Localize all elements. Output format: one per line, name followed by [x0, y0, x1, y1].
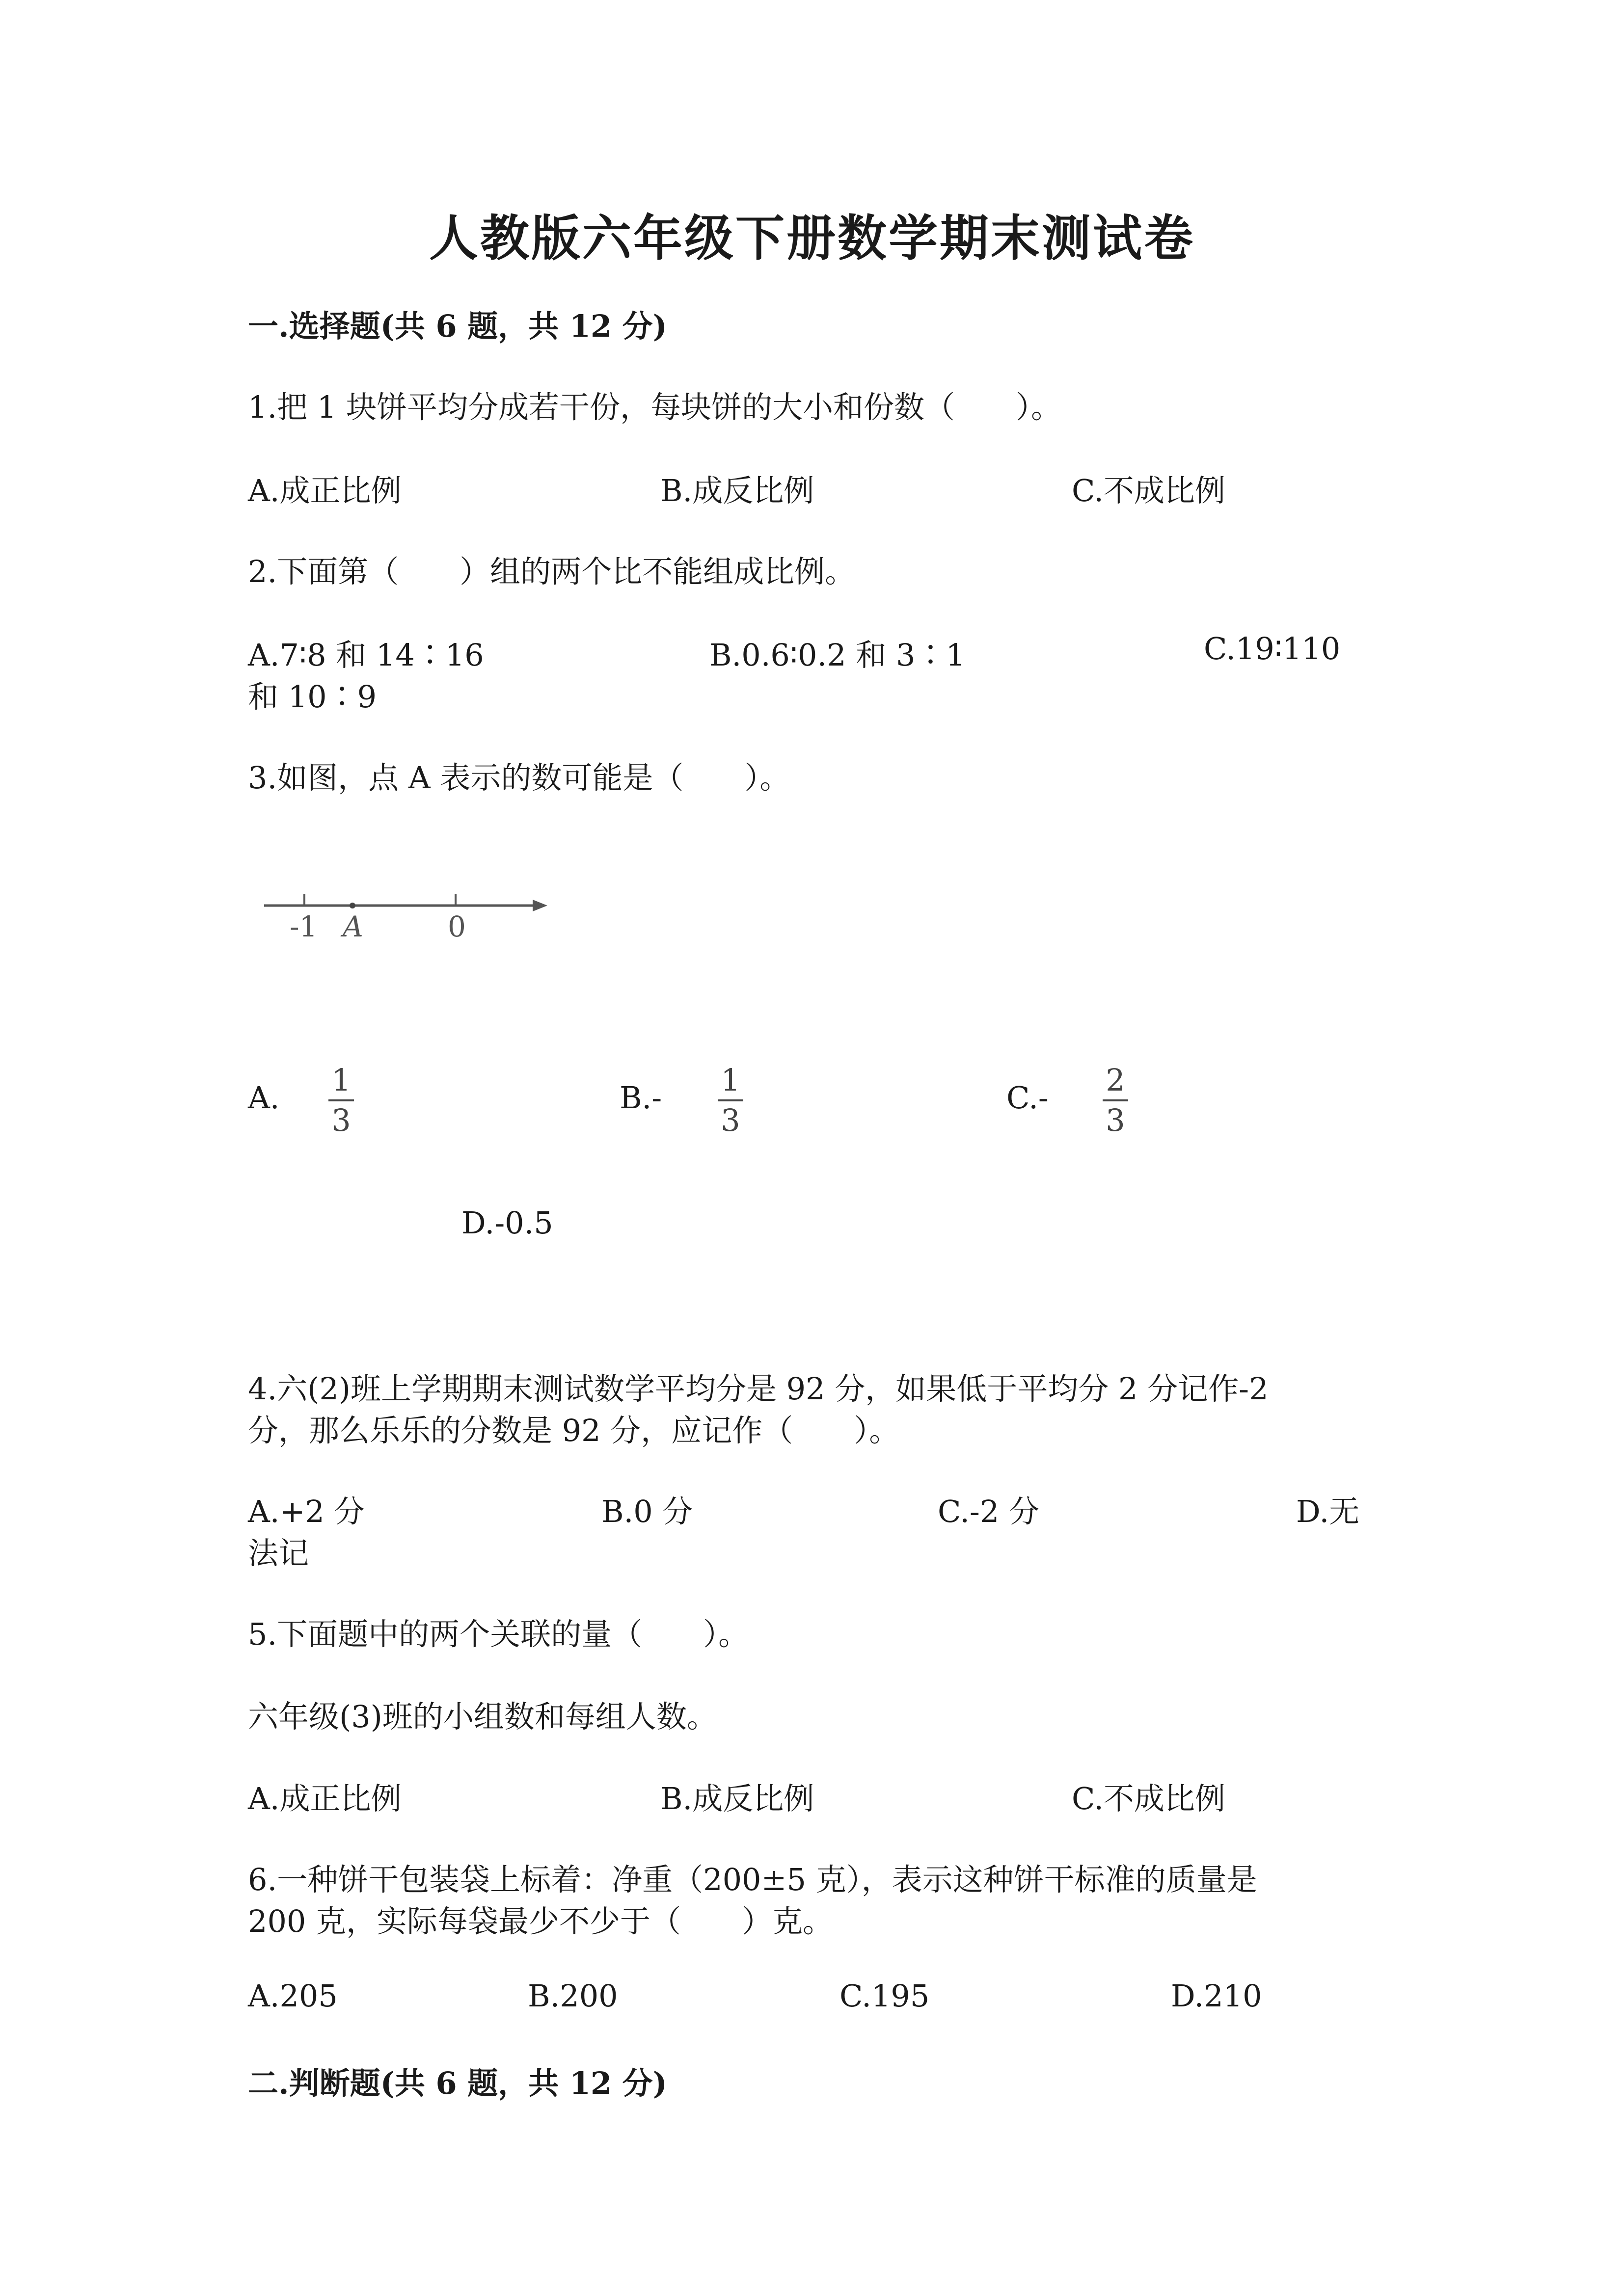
- q4-option-c: C.-2 分: [938, 1494, 1040, 1529]
- fraction-numerator: 1: [721, 1062, 740, 1098]
- q2-option-a: A.7∶8 和 14∶16: [248, 637, 484, 673]
- page-title: 人教版六年级下册数学期末测试卷: [429, 209, 1195, 267]
- q3-option-a-fraction: [326, 1064, 356, 1137]
- fraction-denominator: 3: [1106, 1102, 1125, 1138]
- question-2: 2.下面第（ ）组的两个比不能组成比例。: [248, 554, 856, 589]
- fraction-bar: [1103, 1099, 1128, 1101]
- question-1: 1.把 1 块饼平均分成若干份，每块饼的大小和份数（ ）。: [248, 389, 1062, 425]
- q5-option-a: A.成正比例: [248, 1781, 402, 1816]
- question-4-line-1: 4.六(2)班上学期期末测试数学平均分是 92 分，如果低于平均分 2 分记作-2: [248, 1371, 1269, 1407]
- q3-option-b-fraction: [716, 1064, 745, 1137]
- question-6-line-2: 200 克，实际每袋最少不少于（ ）克。: [248, 1903, 834, 1939]
- q5-option-c: C.不成比例: [1072, 1781, 1225, 1816]
- label-zero: 0: [448, 910, 466, 943]
- q4-option-b: B.0 分: [601, 1494, 693, 1529]
- q1-option-b: B.成反比例: [660, 473, 814, 508]
- fraction-numerator: 2: [1106, 1062, 1125, 1098]
- q4-option-d-continued: 法记: [248, 1535, 309, 1571]
- label-point-a: A: [343, 910, 363, 943]
- q1-option-c: C.不成比例: [1072, 473, 1225, 508]
- q6-option-d: D.210: [1171, 1978, 1262, 2014]
- section-heading-judgment: 二.判断题(共 6 题，共 12 分): [248, 2065, 668, 2101]
- q4-option-a: A.+2 分: [248, 1494, 365, 1529]
- question-3: 3.如图，点 A 表示的数可能是（ ）。: [248, 760, 790, 796]
- question-4-line-2: 分，那么乐乐的分数是 92 分，应记作（ ）。: [248, 1413, 900, 1448]
- question-5-context: 六年级(3)班的小组数和每组人数。: [248, 1699, 717, 1735]
- section-heading-choice: 一.选择题(共 6 题，共 12 分): [248, 308, 668, 344]
- number-line-figure: [260, 879, 555, 947]
- q3-option-b: B.-: [620, 1080, 662, 1116]
- q2-option-c-continued: 和 10∶9: [248, 679, 377, 715]
- q6-option-a: A.205: [248, 1978, 338, 2014]
- label-minus-one: -1: [290, 910, 318, 943]
- question-5: 5.下面题中的两个关联的量（ ）。: [248, 1616, 749, 1652]
- q2-option-b: B.0.6∶0.2 和 3∶1: [709, 637, 965, 673]
- number-line-arrow: [533, 900, 547, 911]
- fraction-denominator: 3: [331, 1102, 351, 1138]
- fraction-bar: [718, 1099, 743, 1101]
- q6-option-b: B.200: [528, 1978, 618, 2014]
- q3-option-c: C.-: [1006, 1080, 1049, 1116]
- fraction-bar: [328, 1099, 354, 1101]
- q2-option-c: C.19∶110: [1204, 631, 1341, 667]
- q3-option-c-fraction: [1101, 1064, 1130, 1137]
- q3-option-a: A.: [248, 1080, 280, 1116]
- fraction-numerator: 1: [331, 1062, 351, 1098]
- q4-option-d: D.无: [1296, 1494, 1360, 1529]
- fraction-denominator: 3: [721, 1102, 740, 1138]
- q1-option-a: A.成正比例: [248, 473, 402, 508]
- q5-option-b: B.成反比例: [660, 1781, 814, 1816]
- q3-option-d: D.-0.5: [461, 1205, 553, 1241]
- q6-option-c: C.195: [839, 1978, 930, 2014]
- question-6-line-1: 6.一种饼干包装袋上标着：净重（200±5 克），表示这种饼干标准的质量是: [248, 1862, 1257, 1897]
- point-a-marker: [350, 903, 355, 908]
